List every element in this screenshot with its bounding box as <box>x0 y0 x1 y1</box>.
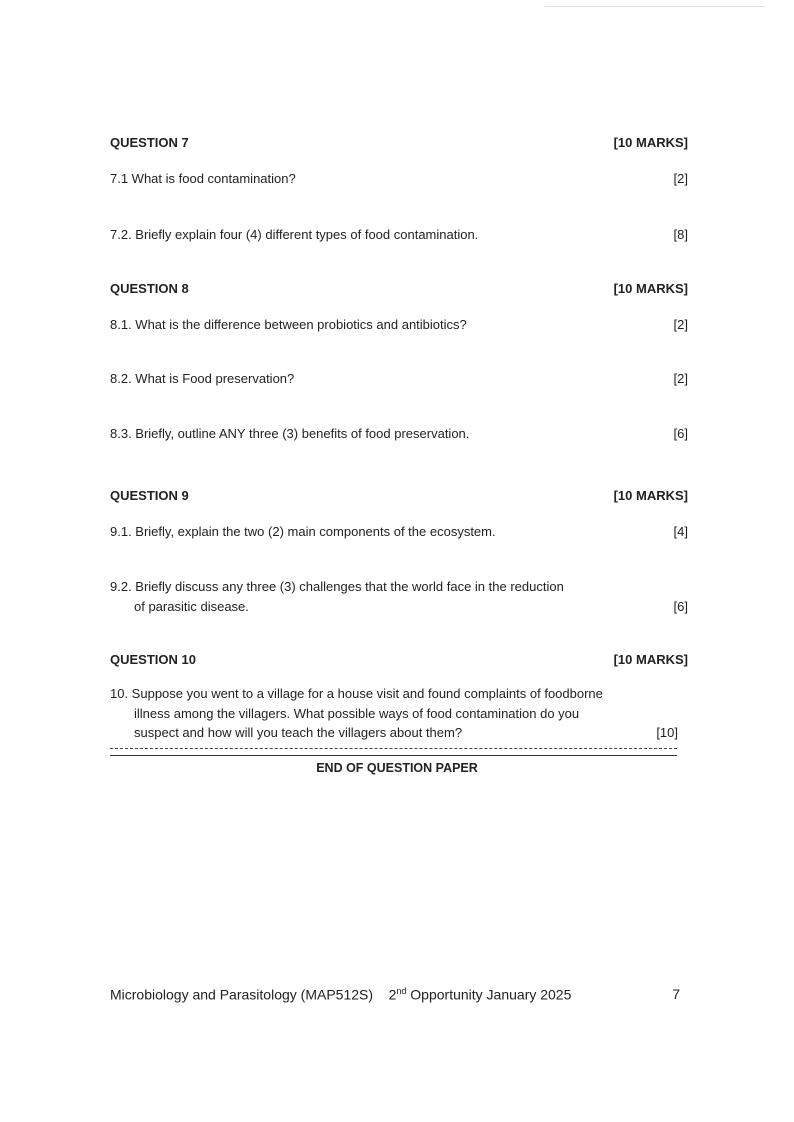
item-marks: [10] <box>656 725 678 740</box>
question-title: QUESTION 9 <box>110 488 189 503</box>
question-text: 10. Suppose you went to a village for a house visit and found complaints of foodborne <box>110 686 603 701</box>
item-marks: [2] <box>673 317 688 332</box>
page-number: 7 <box>672 986 680 1002</box>
footer-opportunity-suffix: nd <box>396 986 407 996</box>
question-item <box>110 226 688 244</box>
question-text: 7.2. Briefly explain four (4) different types of food contamination. <box>110 227 479 242</box>
page-footer <box>110 986 680 1003</box>
question-item <box>110 684 688 743</box>
question-10-header <box>110 651 688 669</box>
question-marks: [10 MARKS] <box>613 652 688 667</box>
question-text: illness among the villagers. What possible ways of food contamination do you <box>134 705 580 721</box>
question-text: 7.1 What is food contamination? <box>110 171 296 186</box>
question-item <box>110 577 688 616</box>
solid-divider <box>110 755 677 756</box>
item-marks: [8] <box>673 227 688 242</box>
question-item <box>110 425 688 443</box>
question-title: QUESTION 7 <box>110 135 189 150</box>
question-item <box>110 523 688 541</box>
question-9-header <box>110 487 688 505</box>
dashed-divider <box>110 748 677 749</box>
question-text: 9.1. Briefly, explain the two (2) main components of the ecosystem. <box>110 524 496 539</box>
scan-artifact-line <box>545 6 765 7</box>
question-title: QUESTION 8 <box>110 281 189 296</box>
item-marks: [2] <box>673 171 688 186</box>
question-text: 8.1. What is the difference between probiotics and antibiotics? <box>110 317 467 332</box>
question-marks: [10 MARKS] <box>613 488 688 503</box>
question-text: 8.3. Briefly, outline ANY three (3) benefits of food preservation. <box>110 426 470 441</box>
question-marks: [10 MARKS] <box>613 281 688 296</box>
question-item <box>110 170 688 188</box>
question-8-header <box>110 280 688 298</box>
footer-opportunity: Opportunity January 2025 <box>410 986 572 1003</box>
footer-course: Microbiology and Parasitology (MAP512S) <box>110 986 374 1003</box>
question-title: QUESTION 10 <box>110 652 196 667</box>
question-item <box>110 316 688 334</box>
footer-opportunity-number: 2 <box>388 986 397 1003</box>
item-marks: [4] <box>673 524 688 539</box>
question-7-header <box>110 134 688 152</box>
question-marks: [10 MARKS] <box>613 135 688 150</box>
item-marks: [6] <box>673 598 688 614</box>
item-marks: [6] <box>673 426 688 441</box>
question-text: 9.2. Briefly discuss any three (3) challenges that the world face in the reduction <box>110 579 564 594</box>
question-item <box>110 370 688 388</box>
item-marks: [2] <box>673 371 688 386</box>
question-text: of parasitic disease. <box>134 598 249 614</box>
question-text: 8.2. What is Food preservation? <box>110 371 295 386</box>
end-of-paper: END OF QUESTION PAPER <box>316 761 478 775</box>
question-text: suspect and how will you teach the villagers about them? <box>134 725 463 740</box>
